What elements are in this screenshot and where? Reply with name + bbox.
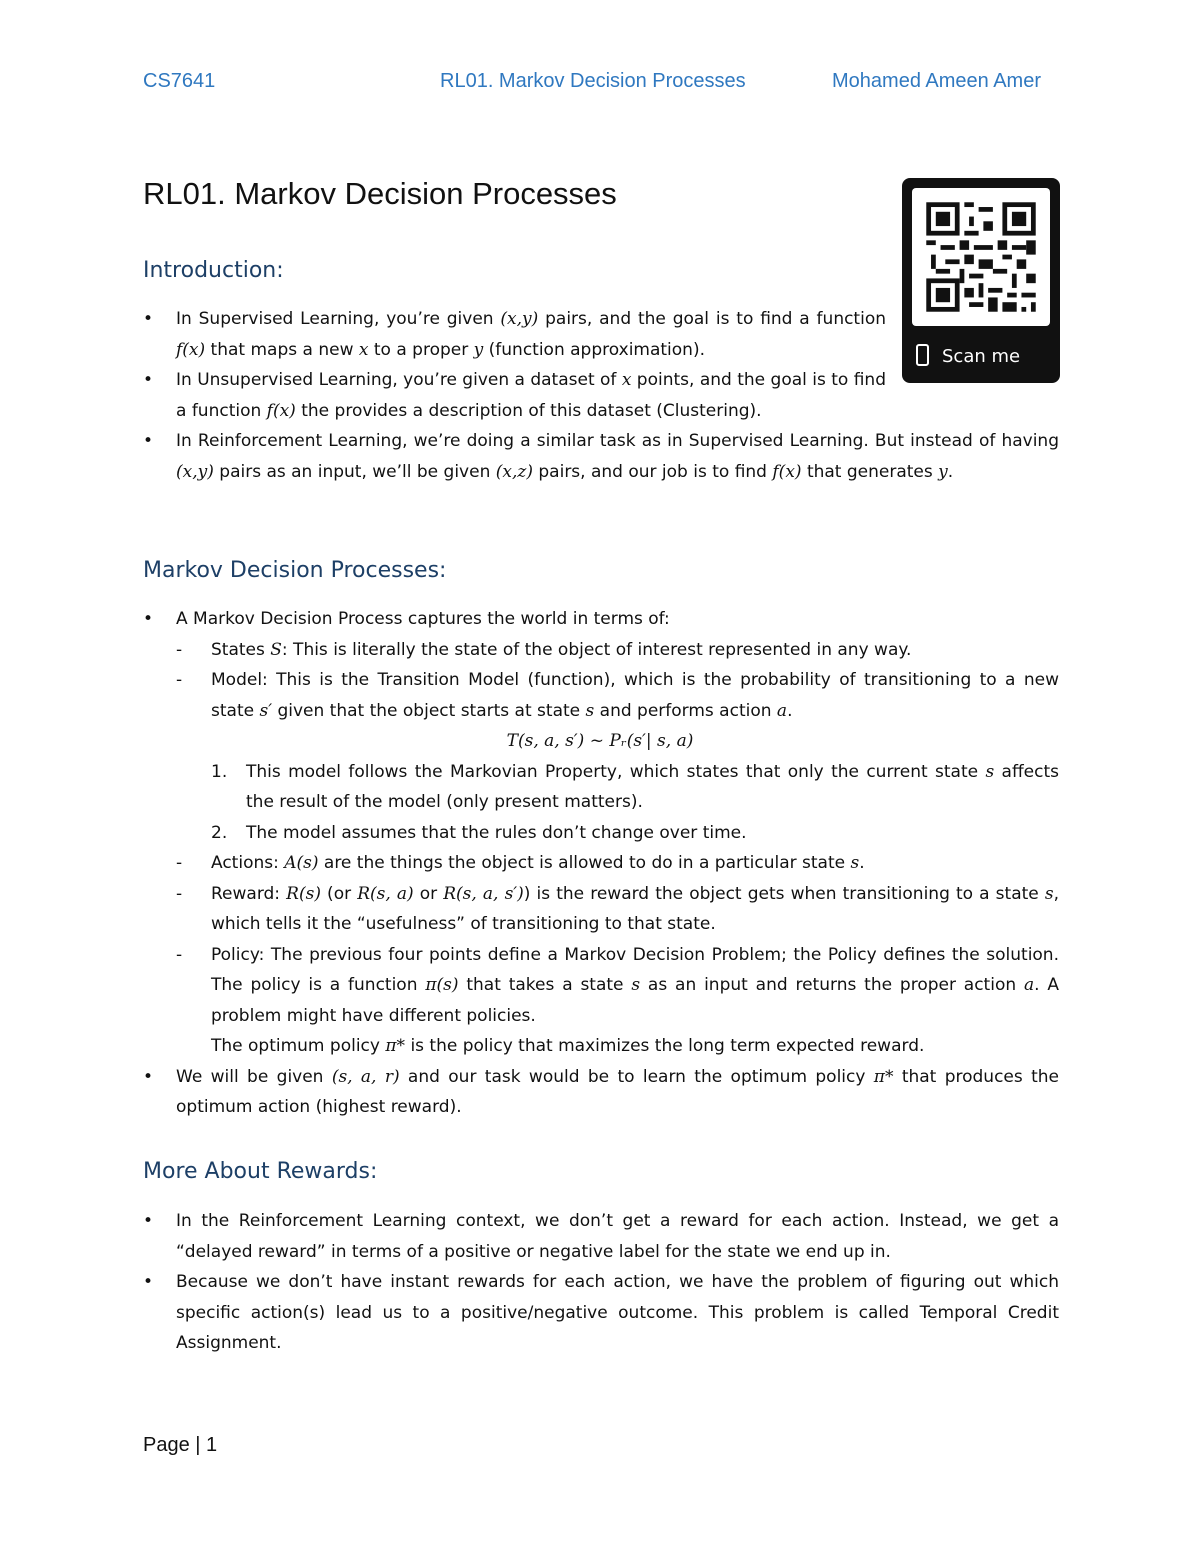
text: and our task would be to learn the optimum policy	[399, 1066, 874, 1087]
rewards-list	[143, 1206, 1059, 1359]
transition-equation: T(s, a, s′) ~ Pᵣ(s′| s, a)	[506, 731, 694, 751]
text: The optimum policy	[211, 1036, 386, 1056]
text: (or	[320, 883, 358, 904]
math: y	[473, 339, 484, 360]
text: .	[859, 853, 865, 873]
header-course: CS7641	[143, 70, 216, 92]
header-topic: RL01. Markov Decision Processes	[440, 70, 746, 92]
math: f(x)	[772, 461, 802, 482]
math: x	[621, 370, 632, 390]
page-number: Page | 1	[143, 1434, 218, 1456]
math: a	[776, 700, 788, 721]
mdp-list	[143, 604, 1059, 1123]
text: the provides a description of this dataset (Clustering).	[295, 400, 762, 421]
math: π*	[385, 1036, 406, 1056]
text: are the things the object is allowed to do in a particular state	[318, 853, 851, 873]
list-item	[143, 604, 1059, 1062]
text: This model follows the Markovian Property, which states that only the current state	[246, 761, 986, 782]
list-item	[143, 365, 886, 426]
text: In Supervised Learning, you’re given	[176, 309, 501, 329]
text: to a proper	[368, 339, 474, 360]
math: S	[270, 639, 282, 660]
math: R(s, a)	[357, 883, 414, 904]
intro-list	[143, 304, 1059, 487]
math: s′	[259, 700, 273, 721]
text: affects the result of the model (only present matters).	[246, 761, 1059, 812]
math: R(s)	[286, 883, 321, 904]
list-number: 2.	[211, 822, 228, 843]
math: (x,y)	[500, 309, 539, 329]
list-item	[143, 426, 1059, 487]
text: is the policy that maximizes the long term expected reward.	[405, 1036, 925, 1056]
heading-mdp: Markov Decision Processes:	[143, 558, 447, 583]
text: that maps a new	[205, 339, 359, 360]
math: s	[585, 700, 595, 721]
math: R(s, a, s′)	[443, 883, 524, 904]
math: A(s)	[284, 853, 319, 873]
text: that generates	[801, 461, 939, 482]
list-item-policy	[176, 940, 1059, 1062]
text: pairs, and the goal is to find a function	[538, 309, 887, 329]
model-points-list	[211, 757, 1059, 849]
math: f(x)	[266, 400, 296, 421]
text: .	[947, 461, 954, 482]
math: s	[631, 975, 641, 995]
text: . A problem might have different policies.	[211, 975, 1059, 1026]
text: pairs as an input, we’ll be given	[213, 461, 496, 482]
text: Reward:	[211, 883, 287, 904]
text: A Markov Decision Process captures the world in terms of:	[176, 609, 670, 629]
list-item	[143, 1062, 1059, 1123]
text: In Unsupervised Learning, you’re given a dataset of	[176, 370, 622, 390]
text: : This is literally the state of the object of interest represented in any way.	[281, 639, 912, 660]
list-item-states	[176, 635, 1059, 666]
text: The model assumes that the rules don’t change over time.	[246, 822, 747, 843]
text: , which tells it the “usefulness” of transitioning to that state.	[211, 883, 1059, 934]
list-item-actions	[176, 848, 1059, 879]
list-number: 1.	[211, 761, 228, 782]
list-item: • Because we don’t have instant rewards for each action, we have the problem of figuring out which specific action(s) lead us to a positive/negative outcome. This problem is called Temporal Credit Assignment.	[143, 1267, 1059, 1359]
text: Policy: The previous four points define a Markov Decision Problem; the Policy defines the solution. The policy is a function	[211, 944, 1059, 995]
text: We will be given	[176, 1066, 332, 1087]
intro-section	[143, 304, 1059, 487]
list-item: • In the Reinforcement Learning context, we don’t get a reward for each action. Instead, we get a “delayed reward” in terms of a positive or negative label for the state we end up in.	[143, 1206, 1059, 1267]
header-author: Mohamed Ameen Amer	[832, 70, 1041, 92]
math: (s, a, r)	[331, 1066, 400, 1087]
math: s	[1044, 883, 1054, 904]
text: or	[413, 883, 444, 904]
math: (x,y)	[176, 461, 214, 482]
heading-rewards: More About Rewards:	[143, 1159, 378, 1184]
math: (x,z)	[495, 461, 533, 482]
text: Actions:	[211, 853, 285, 873]
qr-label: Scan me	[942, 346, 1021, 367]
math: s	[985, 761, 995, 782]
math: π*	[873, 1066, 894, 1087]
text: that produces the optimum action (highest reward).	[176, 1066, 1059, 1117]
list-item-reward	[176, 879, 1059, 940]
text: ) is the reward the object gets when transitioning to a state	[523, 883, 1045, 904]
page-title: RL01. Markov Decision Processes	[143, 176, 617, 211]
math: f(x)	[176, 339, 206, 360]
list-item	[211, 757, 1059, 818]
rewards-section	[143, 1206, 1059, 1359]
list-item-model	[176, 665, 1059, 848]
optimum-policy-line	[211, 1031, 1059, 1062]
list-item	[211, 818, 1059, 849]
text: given that the object starts at state	[272, 700, 586, 721]
text: .	[787, 700, 793, 721]
text: Model: This is the Transition Model (function), which is the probability of transitioning to a new state	[211, 670, 1059, 721]
mdp-section	[143, 604, 1059, 1123]
text: as an input and returns the proper action	[640, 975, 1024, 995]
math: y	[938, 461, 948, 482]
text: points, and the goal is to find a function	[176, 370, 886, 421]
text: pairs, and our job is to find	[532, 461, 773, 482]
mdp-components-list	[176, 635, 1059, 1062]
list-item	[143, 304, 886, 365]
math: s	[850, 853, 860, 873]
math: a	[1023, 975, 1035, 995]
text: and performs action	[594, 700, 777, 721]
math: x	[358, 339, 369, 360]
math: π(s)	[425, 975, 459, 995]
text: that takes a state	[458, 975, 632, 995]
heading-introduction: Introduction:	[143, 258, 284, 283]
text: States	[211, 639, 271, 660]
text: (function approximation).	[483, 339, 705, 360]
text: In Reinforcement Learning, we’re doing a similar task as in Supervised Learning. But instead of having	[176, 431, 1059, 451]
